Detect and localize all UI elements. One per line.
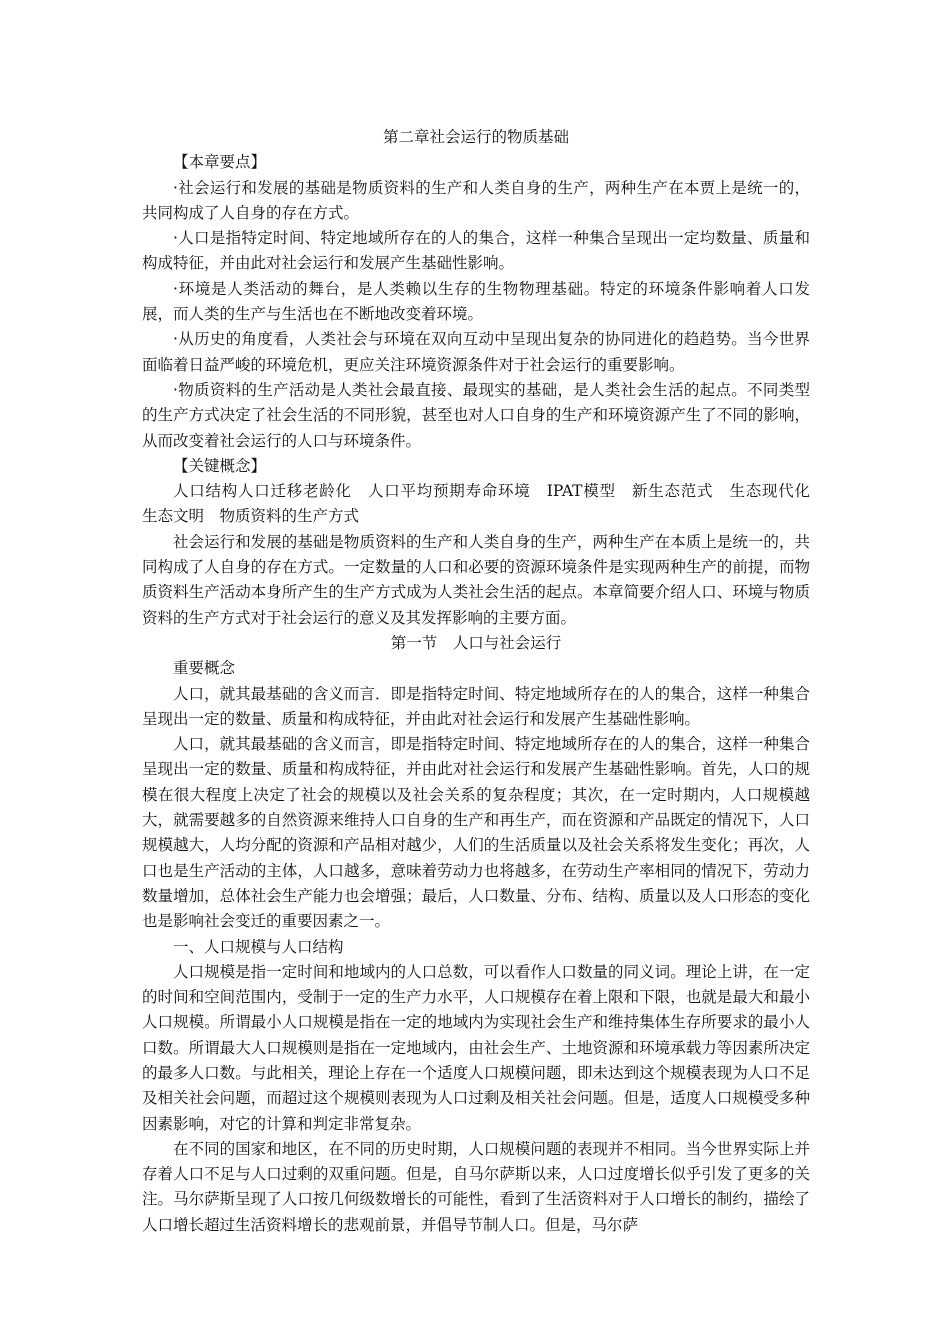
intro-paragraph: 社会运行和发展的基础是物质资料的生产和人类自身的生产，两种生产在本质上是统一的，共同构成了人自身的存在方式。一定数量的人口和必要的资源环境条件是实现两种生产的前提，而物质资料生产活动本身所产生的生产方式成为人类社会生活的起点。本章简要介绍人口、环境与物质资料的生产方式对于社会运行的意义及其发挥影响的主要方面。 [142,532,810,627]
scale-paragraph: 人口规模是指一定时间和地域内的人口总数，可以看作人口数量的同义词。理论上讲，在一定的时间和空间范围内，受制于一定的生产力水平，人口规模存在着上限和下限，也就是最大和最小人口规模。所谓最小人口规模是指在一定的地域内为实现社会生产和维持集体生存所要求的最小人口数。所谓最大人口规模则是指在一定地域内，由社会生产、土地资源和环境承载力等因素所决定的最多人口数。与此相关，理论上存在一个适度人口规模问题，即未达到这个规模表现为人口不足及相关社会问题，而超过这个规模则表现为人口过剩及相关社会问题。但是，适度人口规模受多种因素影响，对它的计算和判定非常复杂。 [142,962,810,1133]
expanded-paragraph: 人口，就其最基础的含义而言，即是指特定时间、特定地域所存在的人的集合，这样一种集合呈现出一定的数量、质量和构成特征，并由此对社会运行和发展产生基础性影响。首先，人口的规模在很大程度上决定了社会的规模以及社会关系的复杂程度；其次，在一定时期内，人口规模越大，就需要越多的自然资源来维持人口自身的生产和再生产，而在资源和产品既定的情况下，人口规模越大，人均分配的资源和产品相对越少，人们的生活质量以及社会关系将发生变化；再次，人口也是生产活动的主体，人口越多，意味着劳动力也将越多，在劳动生产率相同的情况下，劳动力数量增加，总体社会生产能力也会增强；最后，人口数量、分布、结构、质量以及人口形态的变化也是影响社会变迁的重要因素之一。 [142,735,810,931]
key-point-item: ·从历史的角度看，人类社会与环境在双向互动中呈现出复杂的协同进化的趋趋势。当今世界面临着日益严峻的环境危机，更应关注环境资源条件对于社会运行的重要影响。 [142,330,810,374]
key-point-item: ·环境是人类活动的舞台，是人类赖以生存的生物物理基础。特定的环境条件影响着人口发展，而人类的生产与生活也在不断地改变着环境。 [142,279,810,324]
chapter-title: 第二章社会运行的物质基础 [382,128,569,146]
key-concepts-list: 人口结构人口迁移老龄化 人口平均预期寿命环境 IPAT模型 新生态范式 生态现代化 生态文明 物质资料的生产方式 [142,482,826,526]
section-title: 第一节 人口与社会运行 [390,633,562,652]
malthus-paragraph: 在不同的国家和地区，在不同的历史时期，人口规模问题的表现并不相同。当今世界实际上并存着人口不足与人口过剩的双重问题。但是，自马尔萨斯以来，人口过度增长似乎引发了更多的关注。马尔萨斯呈现了人口按几何级数增长的可能性，看到了生活资料对于人口增长的制约，描绘了人口增长超过生活资料增长的悲观前景，并倡导节制人口。但是，马尔萨 [142,1139,810,1234]
key-point-item: ·社会运行和发展的基础是物质资料的生产和人类自身的生产，两种生产在本贾上是统一的，共同构成了人自身的存在方式。 [142,178,810,222]
key-concepts-heading: 【关键概念】 [173,456,267,475]
key-point-item: ·人口是指特定时间、特定地域所存在的人的集合，这样一种集合呈现出一定均数量、质量和构成特征，并由此对社会运行和发展产生基础性影响。 [142,229,810,273]
subsection-title: 一、人口规模与人口结构 [173,937,344,956]
important-concepts-label: 重要概念 [173,659,236,678]
document-page [142,125,826,1238]
key-points-heading: 【本章要点】 [173,153,267,172]
definition-paragraph: 人口，就其最基础的含义而言．即是指特定时间、特定地域所存在的人的集合，这样一种集合呈现出一定的数量、质量和构成特征，并由此对社会运行和发展产生基础性影响。 [142,684,810,728]
key-point-item: ·物质资料的生产活动是人类社会最直接、最现实的基础，是人类社会生活的起点。不同类型的生产方式决定了社会生活的不同形貌，甚至也对人口自身的生产和环境资源产生了不同的影响，从而改变着社会运行的人口与环境条件。 [142,380,810,450]
